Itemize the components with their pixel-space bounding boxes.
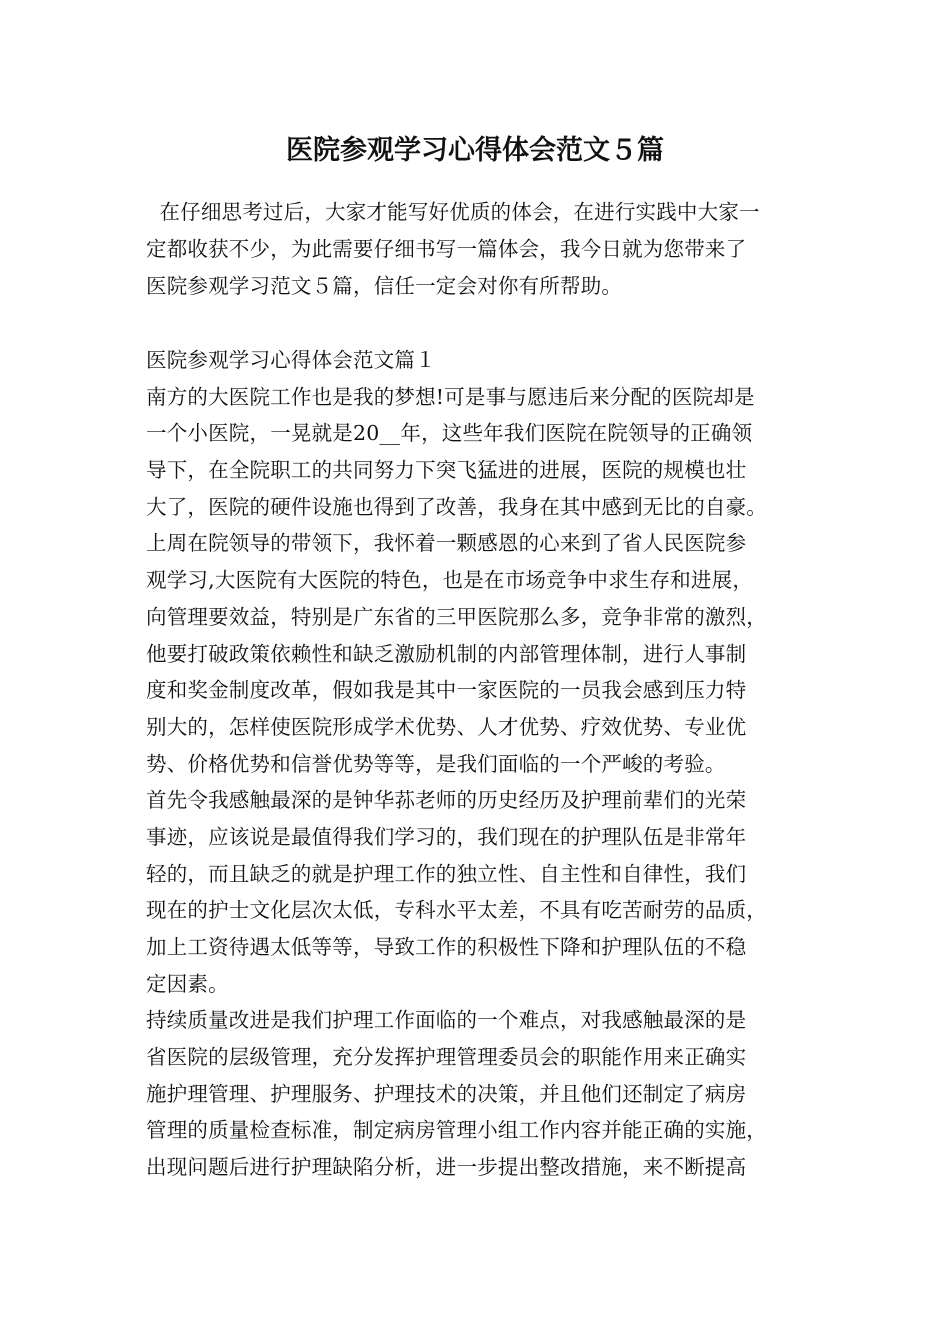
body-line: 导下，在全院职工的共同努力下突飞猛进的进展，医院的规模也壮 — [146, 458, 747, 483]
body-line: 大了，医院的硬件设施也得到了改善，我身在其中感到无比的自豪。 — [146, 494, 767, 519]
body-line: 出现问题后进行护理缺陷分析，进一步提出整改措施，来不断提高 — [146, 1155, 747, 1180]
body-line: 别大的，怎样使医院形成学术优势、人才优势、疗效优势、专业优 — [146, 714, 747, 739]
body-line: 他要打破政策依赖性和缺乏激励机制的内部管理体制，进行人事制 — [146, 641, 747, 666]
body-line: 定因素。 — [146, 971, 229, 996]
body-line: 观学习,大医院有大医院的特色，也是在市场竞争中求生存和进展， — [146, 568, 754, 593]
body-line: 现在的护士文化层次太低，专科水平太差，不具有吃苦耐劳的品质， — [146, 898, 767, 923]
body-line: 一个小医院，一晃就是20__年，这些年我们医院在院领导的正确领 — [146, 421, 753, 446]
body-line: 度和奖金制度改革，假如我是其中一家医院的一员我会感到压力特 — [146, 678, 747, 703]
body-line: 上周在院领导的带领下，我怀着一颗感恩的心来到了省人民医院参 — [146, 531, 747, 556]
body-line: 持续质量改进是我们护理工作面临的一个难点，对我感触最深的是 — [146, 1008, 747, 1033]
body-line: 事迹，应该说是最值得我们学习的，我们现在的护理队伍是非常年 — [146, 824, 747, 849]
body-line: 施护理管理、护理服务、护理技术的决策，并且他们还制定了病房 — [146, 1081, 747, 1106]
body-line: 加上工资待遇太低等等，导致工作的积极性下降和护理队伍的不稳 — [146, 935, 747, 959]
article-body — [146, 342, 826, 1186]
body-line: 省医院的层级管理，充分发挥护理管理委员会的职能作用来正确实 — [146, 1045, 747, 1070]
document-title: 医院参观学习心得体会范文５篇 — [286, 135, 664, 166]
section-heading: 医院参观学习心得体会范文篇１ — [146, 348, 436, 372]
body-line: 管理的质量检查标准，制定病房管理小组工作内容并能正确的实施， — [146, 1118, 767, 1143]
intro-line: 医院参观学习范文５篇，信任一定会对你有所帮助。 — [146, 274, 623, 298]
body-line: 向管理要效益，特别是广东省的三甲医院那么多，竞争非常的激烈， — [146, 604, 767, 629]
body-line: 首先令我感触最深的是钟华荪老师的历史经历及护理前辈们的光荣 — [146, 788, 747, 813]
intro-paragraph — [146, 194, 826, 305]
body-line: 轻的，而且缺乏的就是护理工作的独立性、自主性和自律性，我们 — [146, 861, 747, 886]
body-line: 南方的大医院工作也是我的梦想!可是事与愿违后来分配的医院却是 — [146, 384, 755, 409]
intro-line: 定都收获不少，为此需要仔细书写一篇体会，我今日就为您带来了 — [146, 237, 747, 261]
intro-line: 在仔细思考过后，大家才能写好优质的体会，在进行实践中大家一 — [146, 200, 760, 224]
body-line: 势、价格优势和信誉优势等等，是我们面临的一个严峻的考验。 — [146, 751, 726, 776]
